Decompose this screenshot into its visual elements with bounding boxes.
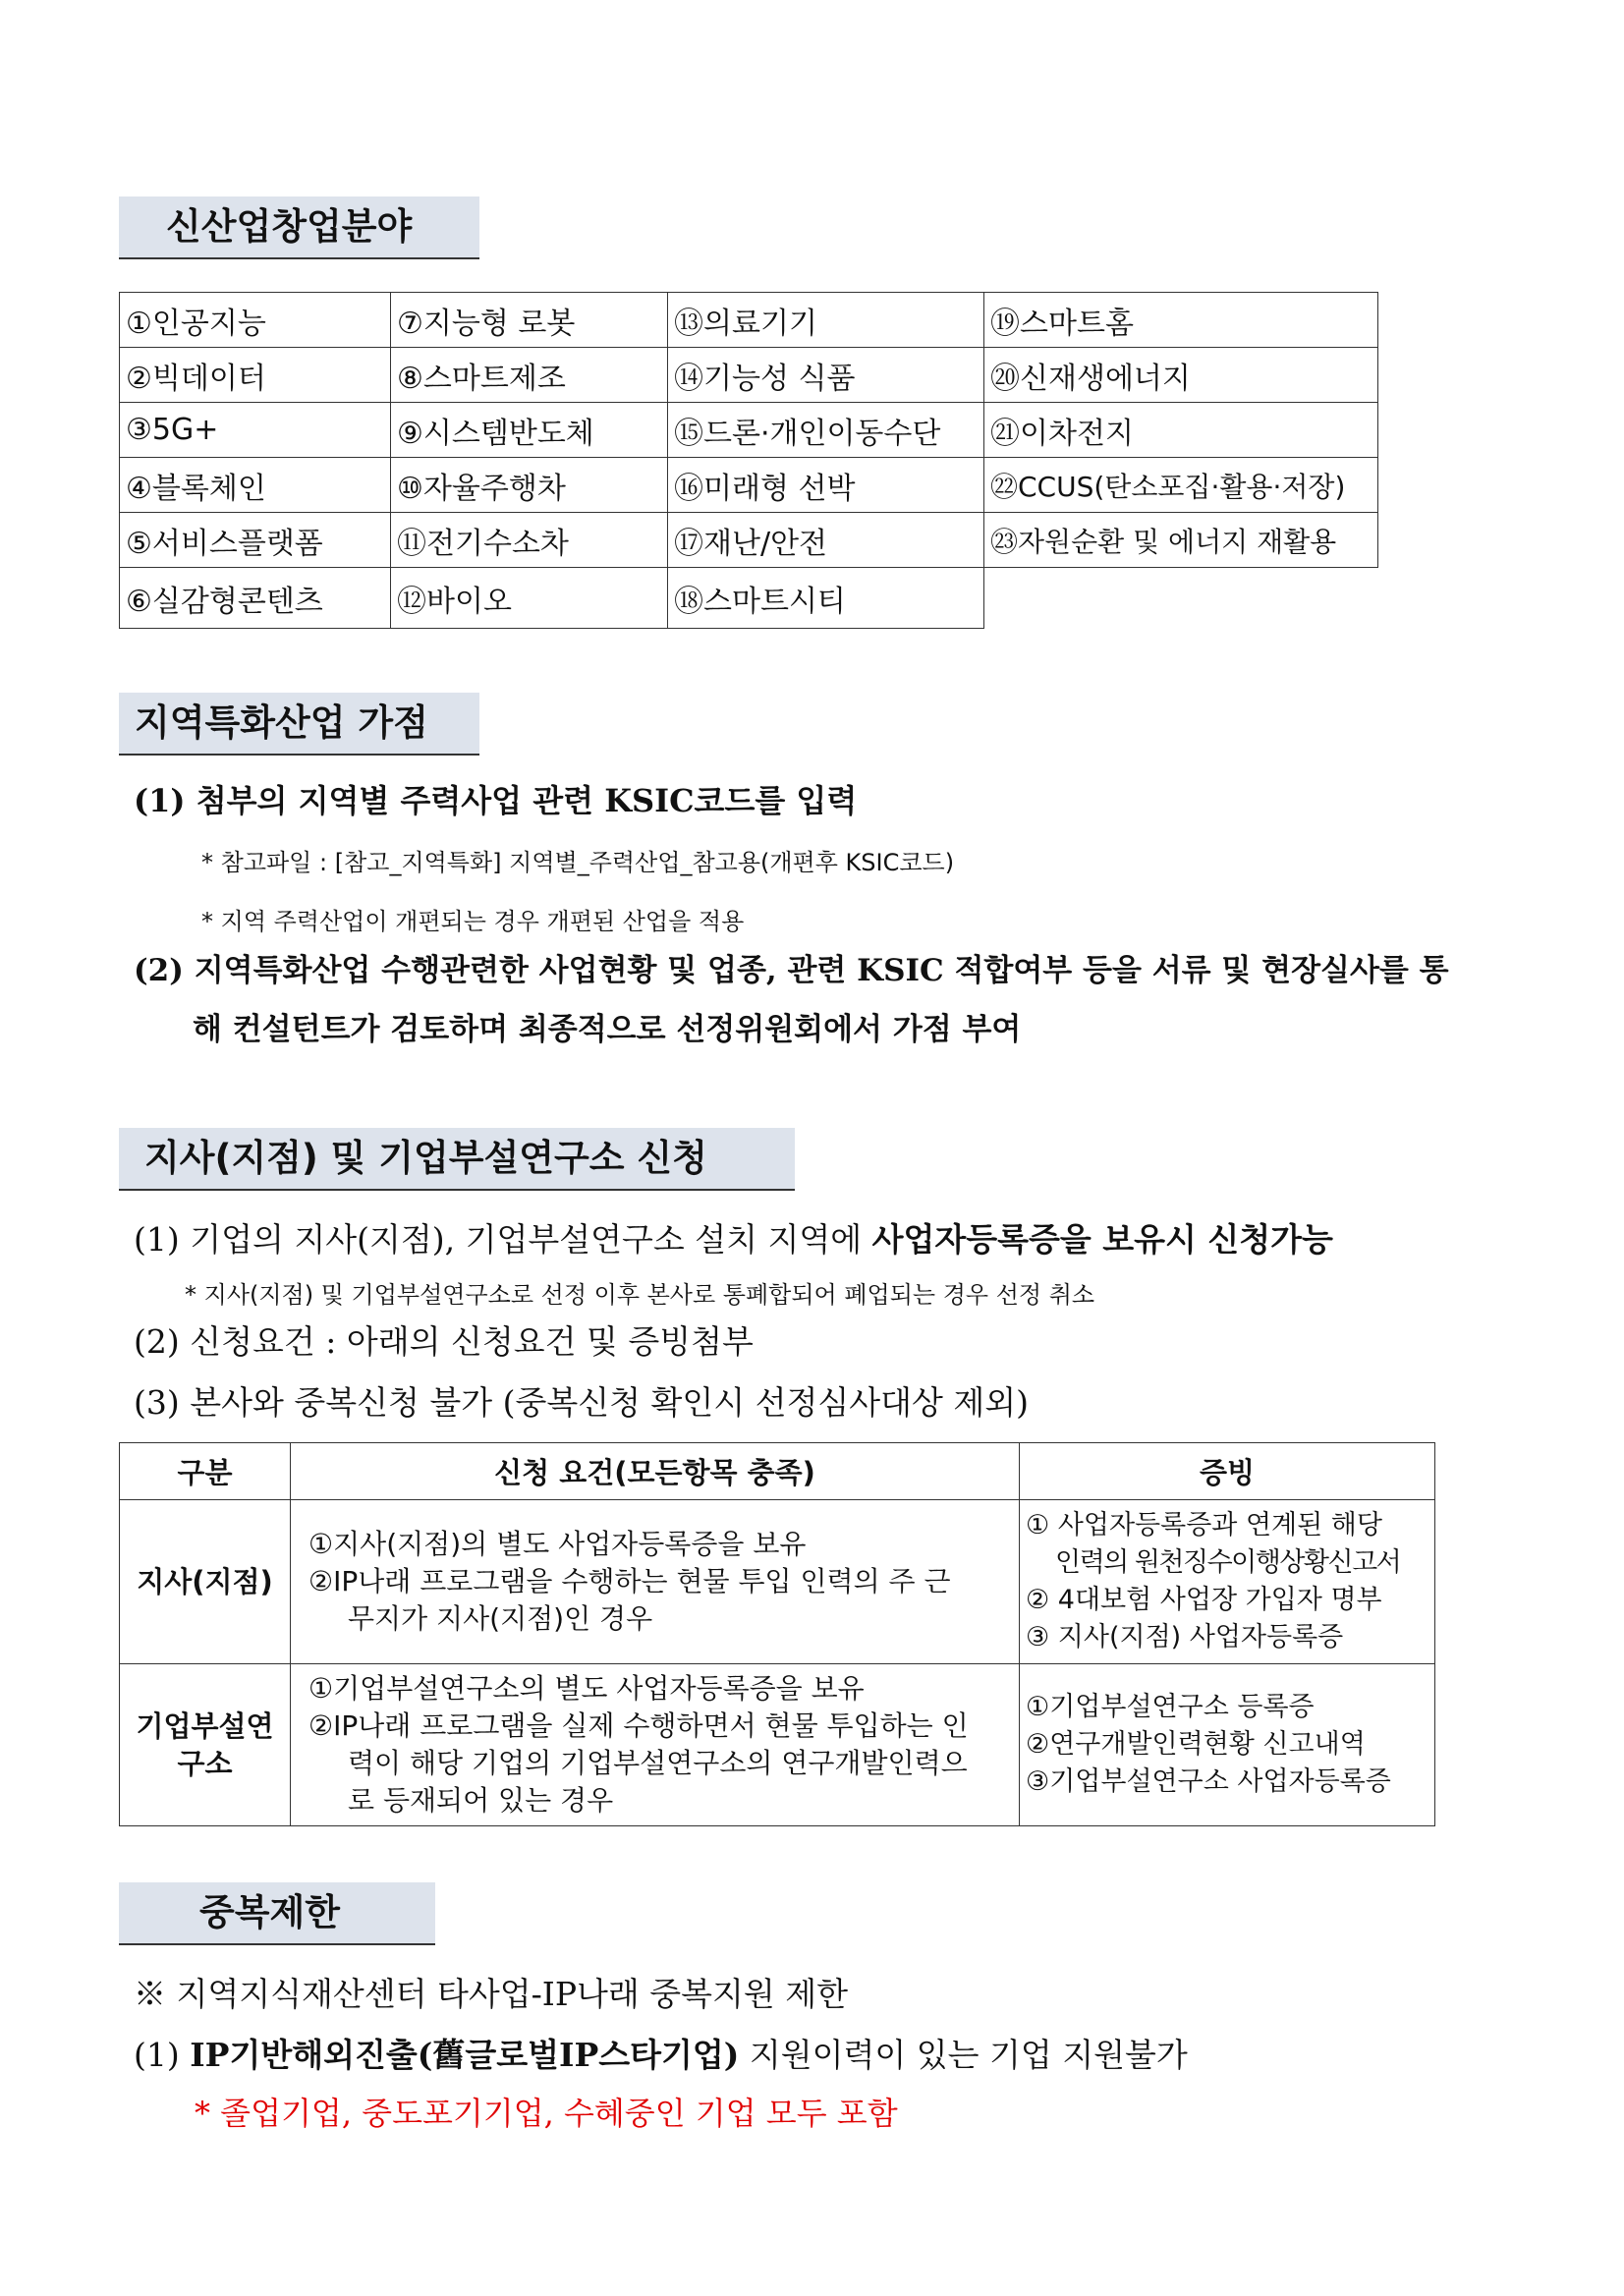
table-cell-requirement (291, 1664, 1020, 1826)
table-cell: ③5G+ (120, 403, 391, 458)
evidence-line: ③기업부설연구소 사업자등록증 (1026, 1766, 1391, 1797)
branch-item-1-emphasis: 사업자등록증을 보유시 신청가능 (871, 1220, 1333, 1259)
branch-requirement-table (119, 1442, 1435, 1826)
table-cell-kind: 지사(지점) (120, 1500, 291, 1664)
kind-line: 기업부설연 (136, 1709, 274, 1743)
table-cell-empty (984, 568, 1378, 629)
table-cell: ⑭기능성 식품 (668, 348, 984, 403)
branch-item-1-text: (1) 기업의 지사(지점), 기업부설연구소 설치 지역에 (134, 1220, 872, 1259)
table-row (120, 403, 1378, 458)
table-cell: ④블록체인 (120, 458, 391, 513)
table-row (120, 1664, 1435, 1826)
table-cell: ⑰재난/안전 (668, 513, 984, 568)
table-cell: ②빅데이터 (120, 348, 391, 403)
table-cell: ⑳신재생에너지 (984, 348, 1378, 403)
evidence-line: ①기업부설연구소 등록증 (1026, 1692, 1315, 1722)
table-cell: ⑨시스템반도체 (391, 403, 668, 458)
table-cell-kind (120, 1664, 291, 1826)
table-row (120, 348, 1378, 403)
table-cell: ⑧스마트제조 (391, 348, 668, 403)
table-cell: ⑪전기수소차 (391, 513, 668, 568)
table-row (120, 1500, 1435, 1664)
duplicate-item-0: ※ 지역지식재산센터 타사업-IP나래 중복지원 제한 (134, 1975, 849, 2013)
table-cell: ㉒CCUS(탄소포집·활용·저장) (984, 458, 1378, 513)
table-row (120, 568, 1378, 629)
table-header: 증빙 (1020, 1443, 1435, 1500)
table-cell: ⑬의료기기 (668, 293, 984, 348)
table-cell: ⑱스마트시티 (668, 568, 984, 629)
table-cell-requirement (291, 1500, 1020, 1664)
table-header: 신청 요건(모든항목 충족) (291, 1443, 1020, 1500)
regional-item-2-line-1: (2) 지역특화산업 수행관련한 사업현황 및 업종, 관련 KSIC 적합여부 등을 서류 및 현장실사를 통 (134, 953, 1449, 988)
section-title-duplicate-limit: 중복제한 (119, 1882, 435, 1945)
requirement-line: 무지가 지사(지점)인 경우 (348, 1602, 653, 1635)
requirement-line: 로 등재되어 있는 경우 (348, 1784, 614, 1817)
requirement-line: ①기업부설연구소의 별도 사업자등록증을 보유 (308, 1672, 865, 1705)
table-row (120, 293, 1378, 348)
section-title-new-industry: 신산업창업분야 (119, 196, 479, 259)
table-header: 구분 (120, 1443, 291, 1500)
requirement-line: ②IP나래 프로그램을 실제 수행하면서 현물 투입하는 인 (308, 1709, 969, 1742)
branch-note: * 지사(지점) 및 기업부설연구소로 선정 이후 본사로 통폐합되어 폐업되는 경우 선정 취소 (185, 1281, 1095, 1309)
industry-field-table (119, 292, 1378, 629)
kind-line: 구소 (177, 1747, 233, 1780)
table-cell: ⑥실감형콘텐츠 (120, 568, 391, 629)
requirement-line: ②IP나래 프로그램을 수행하는 현물 투입 인력의 주 근 (308, 1565, 951, 1597)
duplicate-item-1 (134, 2030, 1188, 2076)
table-cell: ㉑이차전지 (984, 403, 1378, 458)
table-cell-evidence (1020, 1500, 1435, 1664)
table-header-row (120, 1443, 1435, 1500)
table-cell: ⑤서비스플랫폼 (120, 513, 391, 568)
table-cell: ㉓자원순환 및 에너지 재활용 (984, 513, 1378, 568)
requirement-line: ①지사(지점)의 별도 사업자등록증을 보유 (308, 1528, 807, 1560)
duplicate-item-1-suffix: 지원이력이 있는 기업 지원불가 (739, 2036, 1188, 2074)
duplicate-item-1-emphasis: IP기반해외진출(舊글로벌IP스타기업) (190, 2036, 740, 2074)
regional-note-2: * 지역 주력산업이 개편되는 경우 개편된 산업을 적용 (201, 908, 745, 935)
duplicate-note: * 졸업기업, 중도포기기업, 수혜중인 기업 모두 포함 (195, 2095, 898, 2132)
table-cell: ⑫바이오 (391, 568, 668, 629)
requirement-line: 력이 해당 기업의 기업부설연구소의 연구개발인력으 (348, 1747, 968, 1779)
branch-item-1 (134, 1214, 1333, 1260)
evidence-line: ③ 지사(지점) 사업자등록증 (1026, 1622, 1344, 1652)
regional-item-2-line-2: 해 컨설턴트가 검토하며 최종적으로 선정위원회에서 가점 부여 (193, 1012, 1022, 1047)
regional-item-1: (1) 첨부의 지역별 주력사업 관련 KSIC코드를 입력 (134, 782, 858, 819)
section-title-regional-bonus: 지역특화산업 가점 (119, 693, 479, 756)
table-cell: ⑩자율주행차 (391, 458, 668, 513)
section-title-branch-lab: 지사(지점) 및 기업부설연구소 신청 (119, 1128, 795, 1191)
table-row (120, 458, 1378, 513)
table-cell: ⑦지능형 로봇 (391, 293, 668, 348)
branch-item-3: (3) 본사와 중복신청 불가 (중복신청 확인시 선정심사대상 제외) (134, 1383, 1029, 1422)
branch-item-2: (2) 신청요건 : 아래의 신청요건 및 증빙첨부 (134, 1322, 754, 1361)
regional-note-1: * 참고파일 : [참고_지역특화] 지역별_주력산업_참고용(개편후 KSIC코드) (201, 849, 955, 876)
table-cell: ⑮드론·개인이동수단 (668, 403, 984, 458)
duplicate-item-1-prefix: (1) (134, 2036, 191, 2074)
evidence-line: ① 사업자등록증과 연계된 해당 (1026, 1510, 1382, 1540)
table-cell: ⑯미래형 선박 (668, 458, 984, 513)
table-cell: ①인공지능 (120, 293, 391, 348)
evidence-line: 인력의 원천징수이행상황신고서 (1055, 1547, 1401, 1578)
table-cell: ⑲스마트홈 (984, 293, 1378, 348)
evidence-line: ②연구개발인력현황 신고내역 (1026, 1729, 1366, 1760)
table-cell-evidence (1020, 1664, 1435, 1826)
evidence-line: ② 4대보험 사업장 가입자 명부 (1026, 1585, 1382, 1615)
table-row (120, 513, 1378, 568)
